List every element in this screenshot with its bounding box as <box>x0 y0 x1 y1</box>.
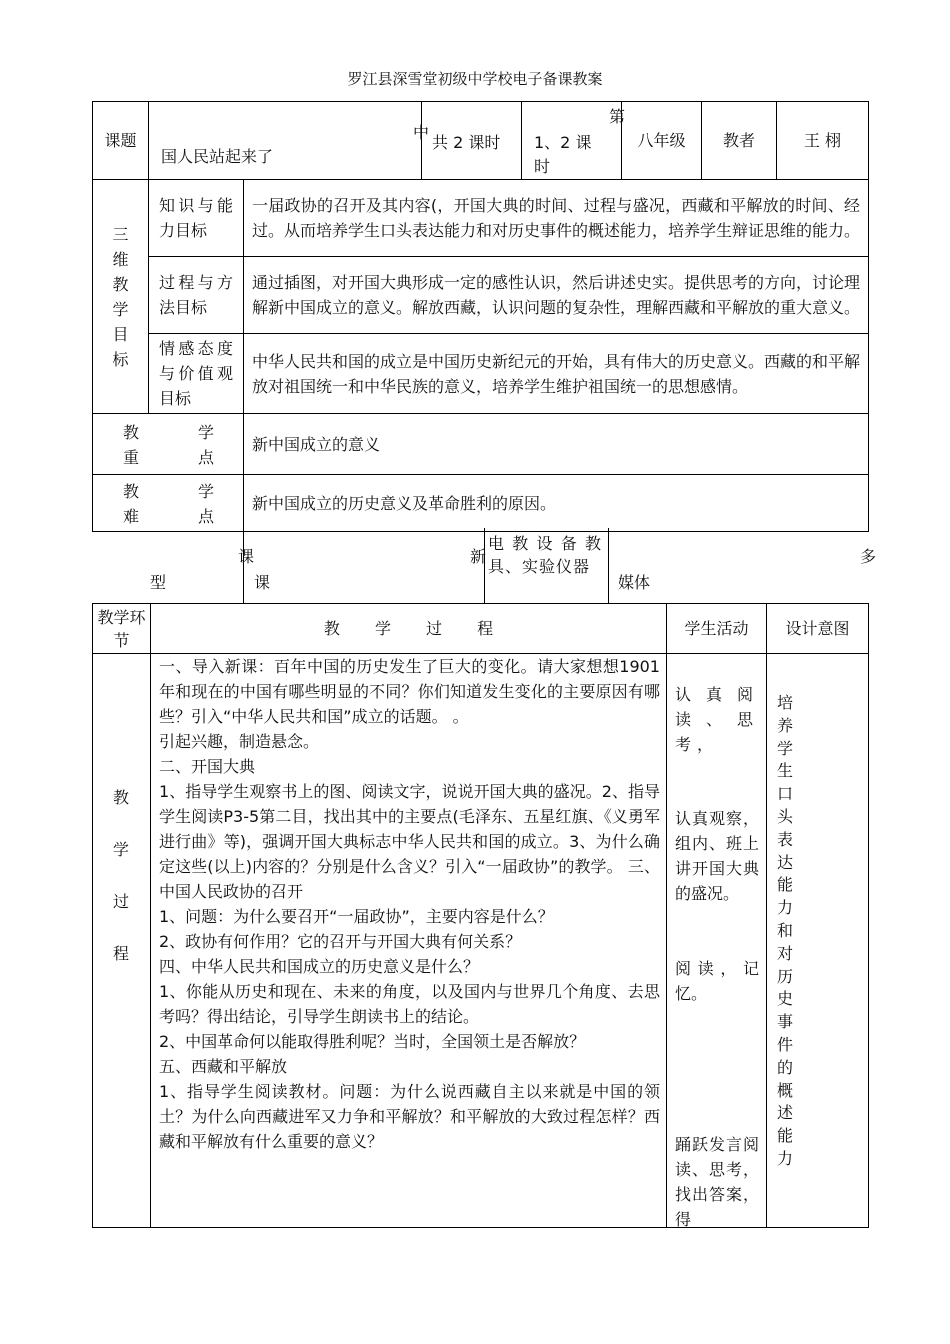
total-hours <box>422 102 522 180</box>
process-line: 一、导入新课：百年中国的历史发生了巨大的变化。请大家想想1901年和现在的中国有哪些明显的不同？你们知道发生变化的主要原因有哪些？引入“中华人民共和国”成立的话题。 。 <box>159 657 660 726</box>
process-header: 教 学 过 程 <box>151 604 667 654</box>
lesson-hours-top: 第 <box>608 107 625 126</box>
student-activity-2: 认真观察，组内、班上讲开国大典的盛况。 <box>675 809 759 903</box>
process-content <box>151 654 667 1228</box>
student-activity <box>667 654 767 1228</box>
topic-label: 课题 <box>93 102 149 180</box>
student-activity-3: 阅读，记忆。 <box>675 959 759 1003</box>
process-line: 1、你能从历史和现在、未来的角度，以及国内与世界几个角度、去思考吗？得出结论，引导学生朗读书上的结论。 <box>159 982 660 1026</box>
lesson-type-label-bottom: 型 <box>150 573 167 592</box>
stage-label: 教学过程 <box>112 788 129 963</box>
objective-text-knowledge: 一届政协的召开及其内容(，开国大典的时间、过程与盛况，西藏和平解放的时间、经过。从而培养学生口头表达能力和对历史事件的概述能力，培养学生辩证思维的能力。 <box>244 180 869 257</box>
key-point-label-a: 教 <box>123 423 140 442</box>
difficulty-label-a: 教 <box>123 482 140 501</box>
process-line: 1、问题：为什么要召开“一届政协”，主要内容是什么？ <box>159 907 554 926</box>
objective-label-emotion: 情感态度与价值观目标 <box>149 334 244 414</box>
student-header: 学生活动 <box>667 604 767 654</box>
objective-text-process: 通过插图，对开国大典形成一定的感性认识，然后讲述史实。提供思考的方向，讨论理解新中国成立的意义。解放西藏，认识问题的复杂性，理解西藏和平解放的重大意义。 <box>244 257 869 334</box>
page-header: 罗江县深雪堂初级中学校电子备课教案 <box>347 70 603 88</box>
objective-label-process: 过程与方法目标 <box>149 257 244 334</box>
lesson-hours-line1: 1、2 课 <box>534 133 592 152</box>
total-hours-text: 共 2 课时 <box>432 133 501 152</box>
grade: 八年级 <box>622 102 702 180</box>
design-intent <box>767 654 869 1228</box>
process-line: 五、西藏和平解放 <box>159 1057 288 1076</box>
media-extra: 多 <box>860 547 877 566</box>
process-line: 引起兴趣，制造悬念。 <box>159 732 320 751</box>
key-point-label <box>93 414 244 475</box>
key-point-label-b: 学 <box>198 423 215 442</box>
topic-prefix: 中 <box>412 123 429 142</box>
lesson-hours <box>522 102 625 180</box>
lesson-type-value-bottom: 课 <box>254 573 271 592</box>
process-line: 二、开国大典 <box>159 757 256 776</box>
objectives-label: 三维教学目标 <box>93 180 149 414</box>
teacher-label: 教者 <box>702 102 777 180</box>
key-point-text: 新中国成立的意义 <box>244 414 869 475</box>
student-activity-4: 踊跃发言阅读、思考，找出答案，得 <box>675 1135 759 1229</box>
difficulty-label-c: 难 <box>123 507 140 526</box>
topic-title: 国人民站起来了 <box>161 147 274 166</box>
objective-text-emotion: 中华人民共和国的成立是中国历史新纪元的开始，具有伟大的历史意义。西藏的和平解放对祖国统一和中华民族的意义，培养学生维护祖国统一的思想感情。 <box>244 334 869 414</box>
difficulty-label <box>93 475 244 532</box>
process-table <box>92 603 869 1228</box>
lesson-hours-line2: 时 <box>534 157 551 176</box>
lesson-type-label-top: 课 <box>238 547 255 566</box>
process-line: 1、指导学生观察书上的图、阅读文字，说说开国大典的盛况。2、指导学生阅读P3-5第二目，找出其中的主要点(毛泽东、五星红旗、《义勇军进行曲》等)，强调开国大典标志中华人民共和国的成立。3、为什么确定这些(以上)内容的？分别是什么含义？引入“一届政协”的教学。 三、中国人民政协的召开 <box>159 782 660 901</box>
stage-cell <box>93 654 151 1228</box>
difficulty-label-d: 点 <box>198 507 215 526</box>
difficulty-text: 新中国成立的历史意义及革命胜利的原因。 <box>244 475 869 532</box>
key-point-label-c: 重 <box>123 448 140 467</box>
teacher-name: 王 栩 <box>777 102 869 180</box>
student-activity-1: 认真阅读、思考， <box>675 685 759 754</box>
process-line: 四、中华人民共和国成立的历史意义是什么？ <box>159 957 480 976</box>
intent-header: 设计意图 <box>767 604 869 654</box>
process-line: 2、政协有何作用？它的召开与开国大典有何关系？ <box>159 932 522 951</box>
lesson-plan-table <box>92 101 869 532</box>
key-point-label-d: 点 <box>198 448 215 467</box>
design-intent-text: 培养学生口头表达能力和对历史事件的概述能力 <box>776 693 793 1168</box>
equipment-label: 电教设备教具、实验仪器 <box>488 534 602 576</box>
lesson-type-value-top: 新 <box>470 547 487 566</box>
topic-cell <box>149 102 429 180</box>
process-line: 2、中国革命何以能取得胜利呢？当时，全国领土是否解放？ <box>159 1032 586 1051</box>
objective-label-knowledge: 知识与能力目标 <box>149 180 244 257</box>
process-line: 1、指导学生阅读教材。问题：为什么说西藏自主以来就是中国的领土？为什么向西藏进军又力争和平解放？和平解放的大致过程怎样？西藏和平解放有什么重要的意义？ <box>159 1082 660 1151</box>
difficulty-label-b: 学 <box>198 482 215 501</box>
media-label: 媒体 <box>618 573 651 592</box>
lesson-type-row <box>92 528 877 604</box>
stage-header: 教学环节 <box>93 604 151 654</box>
